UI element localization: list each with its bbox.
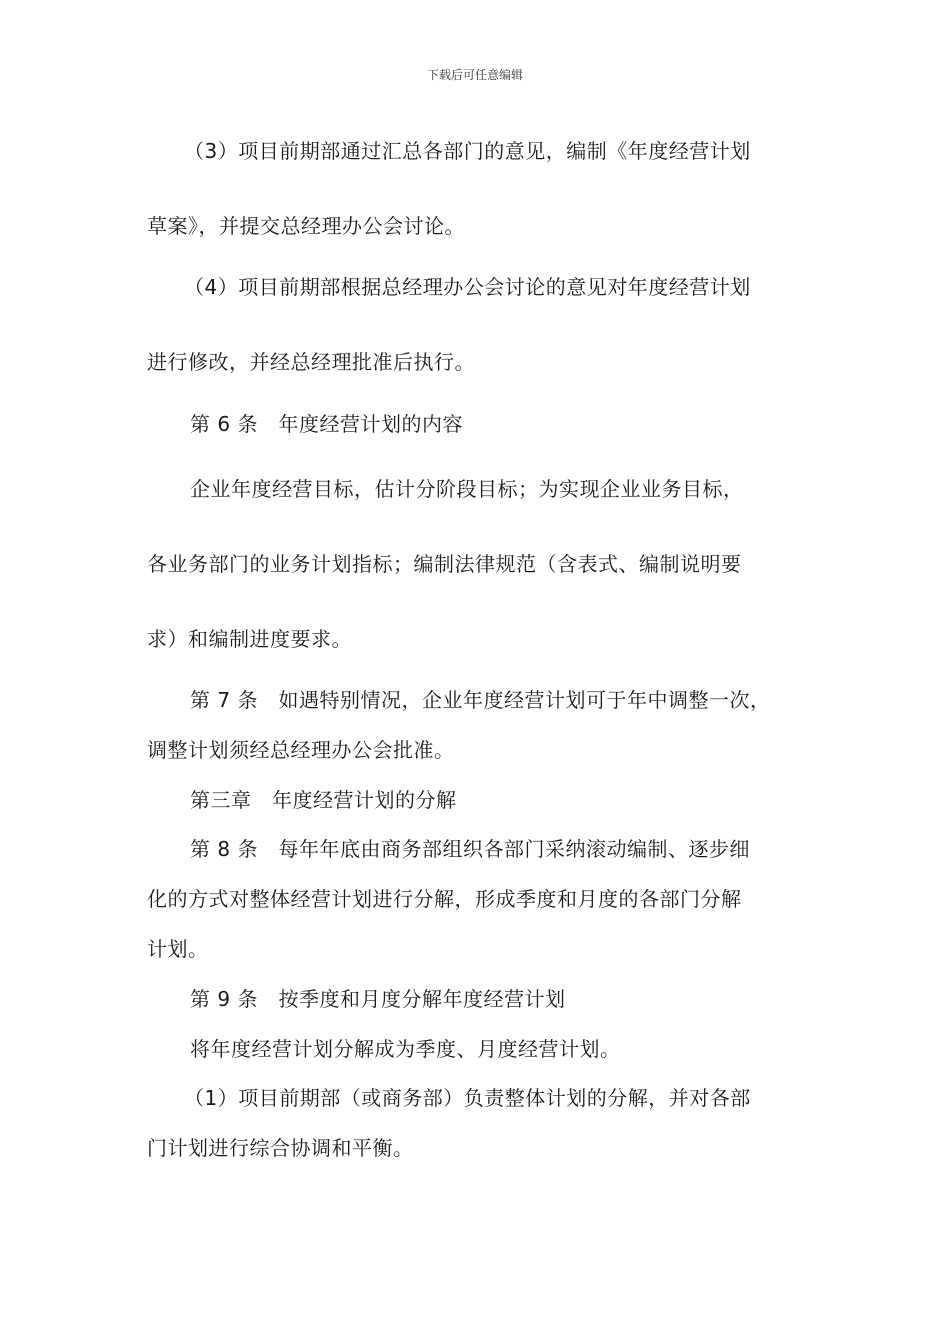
paragraph-line: 求）和编制进度要求。	[147, 627, 352, 651]
paragraph-line: （4）项目前期部根据总经理办公会讨论的意见对年度经营计划	[184, 275, 751, 299]
paragraph-line: 调整计划须经总经理办公会批准。	[147, 738, 455, 762]
paragraph-line: 各业务部门的业务计划指标；编制法律规范（含表式、编制说明要	[147, 552, 742, 576]
article-heading: 第 6 条 年度经营计划的内容	[190, 412, 463, 436]
chapter-heading: 第三章 年度经营计划的分解	[190, 788, 457, 812]
paragraph-line: 进行修改，并经总经理批准后执行。	[147, 350, 475, 374]
paragraph-line: 企业年度经营目标，估计分阶段目标；为实现企业业务目标，	[190, 477, 744, 501]
paragraph-line: （1）项目前期部（或商务部）负责整体计划的分解，并对各部	[184, 1086, 751, 1110]
paragraph-line: 将年度经营计划分解成为季度、月度经营计划。	[190, 1037, 621, 1061]
page-header: 下载后可任意编辑	[426, 68, 523, 82]
paragraph-line: 第 8 条 每年年底由商务部组织各部门采纳滚动编制、逐步细	[190, 837, 750, 861]
paragraph-line: 门计划进行综合协调和平衡。	[147, 1136, 414, 1160]
paragraph-line: 化的方式对整体经营计划进行分解，形成季度和月度的各部门分解	[147, 887, 742, 911]
paragraph-line: 草案》，并提交总经理办公会讨论。	[147, 214, 465, 238]
paragraph-line: （3）项目前期部通过汇总各部门的意见，编制《年度经营计划	[184, 139, 751, 163]
paragraph-line: 第 7 条 如遇特别情况，企业年度经营计划可于年中调整一次，	[190, 688, 771, 712]
paragraph-line: 计划。	[147, 937, 209, 961]
article-heading: 第 9 条 按季度和月度分解年度经营计划	[190, 987, 566, 1011]
